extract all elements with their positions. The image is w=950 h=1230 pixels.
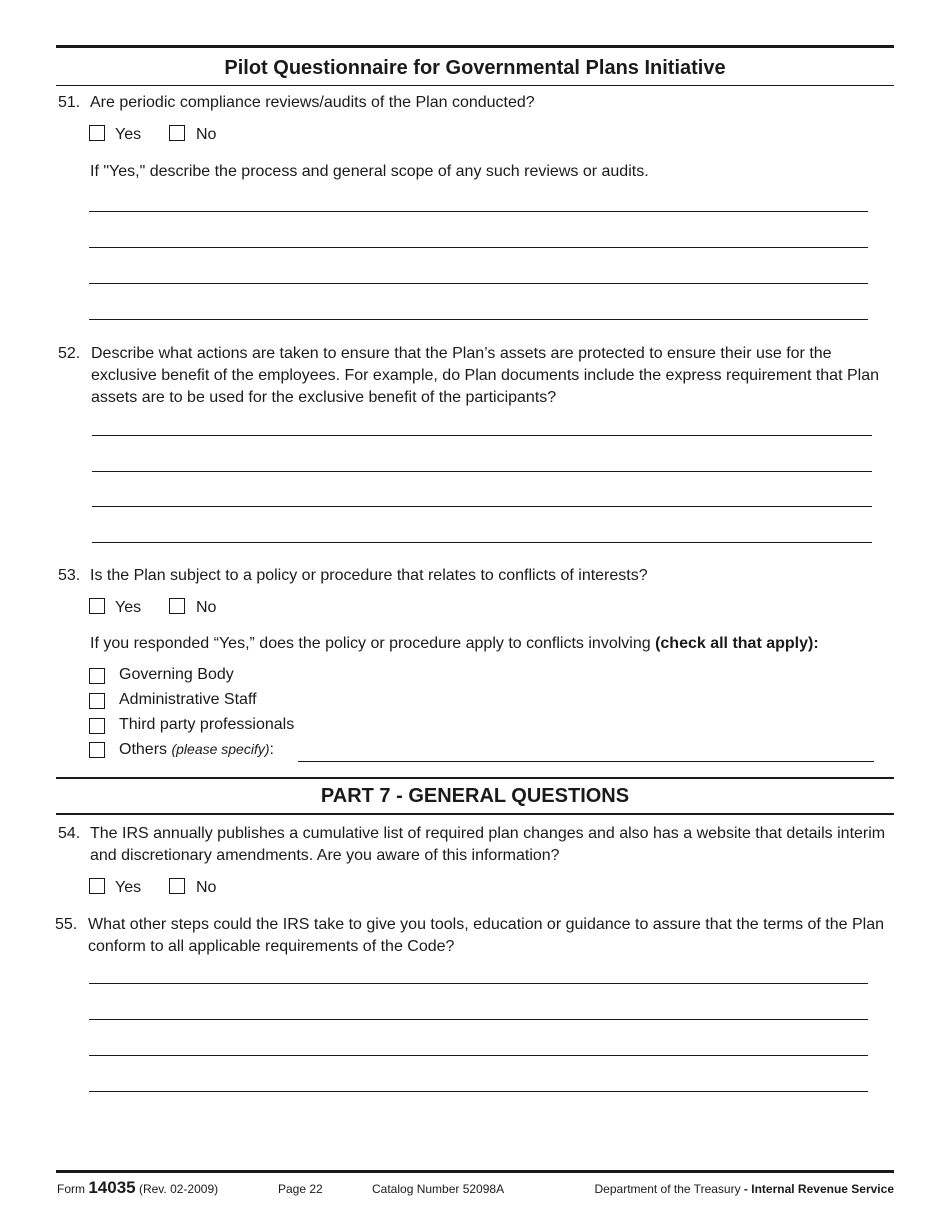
- q51-number: 51.: [58, 94, 81, 111]
- q51-followup: If "Yes," describe the process and general scope of any such reviews or audits.: [90, 163, 649, 180]
- form-number: 14035: [88, 1178, 136, 1197]
- q54-number: 54.: [58, 825, 81, 842]
- q51-answer-line[interactable]: [89, 319, 868, 320]
- q54-yes-label: Yes: [115, 879, 142, 896]
- q53-others-text: Others: [119, 741, 168, 758]
- q51-yes-label: Yes: [115, 126, 142, 143]
- q53-others-colon: :: [269, 741, 274, 758]
- q54-no-label: No: [196, 879, 217, 896]
- q53-option-label: Third party professionals: [119, 716, 295, 733]
- q55-answer-line[interactable]: [89, 983, 868, 984]
- q53-followup-bold: (check all that apply):: [655, 635, 819, 652]
- department: Department of the Treasury: [594, 1182, 741, 1196]
- q52-answer-line[interactable]: [92, 435, 872, 436]
- q54-no-checkbox[interactable]: [169, 878, 185, 894]
- agency: [595, 1182, 894, 1196]
- q53-others-note: (please specify): [171, 741, 270, 757]
- form-revision: (Rev. 02-2009): [138, 1182, 219, 1196]
- q53-option-checkbox-governing-body[interactable]: [89, 668, 105, 684]
- q55-number: 55.: [55, 916, 78, 933]
- q51-text: Are periodic compliance reviews/audits of the Plan conducted?: [90, 94, 535, 111]
- q53-others-label: [119, 738, 274, 761]
- q52-answer-line[interactable]: [92, 471, 872, 472]
- q53-others-specify-line[interactable]: [298, 761, 874, 762]
- q53-followup: [90, 633, 819, 655]
- q51-yes-checkbox[interactable]: [89, 125, 105, 141]
- q53-no-label: No: [196, 599, 217, 616]
- q51-answer-line[interactable]: [89, 211, 868, 212]
- q54-yes-checkbox[interactable]: [89, 878, 105, 894]
- q53-option-label: Administrative Staff: [119, 691, 257, 708]
- q53-number: 53.: [58, 567, 81, 584]
- q55-answer-line[interactable]: [89, 1091, 868, 1092]
- q51-no-label: No: [196, 126, 217, 143]
- part7-title: PART 7 - GENERAL QUESTIONS: [320, 785, 630, 807]
- q52-number: 52.: [58, 345, 81, 362]
- q55-text: What other steps could the IRS take to give you tools, education or guidance to assure that the terms of the Plan conform to all applicable requirements of the Code?: [88, 916, 885, 955]
- q52-answer-line[interactable]: [92, 542, 872, 543]
- q52-text: Describe what actions are taken to ensure that the Plan’s assets are protected to ensure their use for the exclusive benefit of the employees. For example, do Plan documents include the express requirement that Plan assets are to be used for the exclusive benefit of the participants?: [91, 345, 879, 406]
- page-number: Page 22: [278, 1182, 323, 1196]
- q53-option-checkbox-others[interactable]: [89, 742, 105, 758]
- page-title: Pilot Questionnaire for Governmental Plans Initiative: [224, 57, 726, 79]
- q53-yes-checkbox[interactable]: [89, 598, 105, 614]
- q53-no-checkbox[interactable]: [169, 598, 185, 614]
- top-rule: [56, 45, 894, 48]
- footer-rule: [56, 1170, 894, 1173]
- q53-text: Is the Plan subject to a policy or procedure that relates to conflicts of interests?: [90, 567, 648, 584]
- q53-yes-label: Yes: [115, 599, 142, 616]
- q51-no-checkbox[interactable]: [169, 125, 185, 141]
- catalog-number: Catalog Number 52098A: [372, 1182, 505, 1196]
- part7-bottom-rule: [56, 813, 894, 815]
- q53-option-checkbox-third-party[interactable]: [89, 718, 105, 734]
- form-id: [57, 1178, 218, 1199]
- agency-name: - Internal Revenue Service: [740, 1182, 894, 1196]
- form-label: Form: [57, 1182, 85, 1196]
- q53-option-label: Governing Body: [119, 666, 234, 683]
- q51-answer-line[interactable]: [89, 283, 868, 284]
- q55-answer-line[interactable]: [89, 1055, 868, 1056]
- title-underline: [56, 85, 894, 86]
- q53-followup-text: If you responded “Yes,” does the policy or procedure apply to conflicts involving: [90, 635, 656, 652]
- q55-answer-line[interactable]: [89, 1019, 868, 1020]
- q51-answer-line[interactable]: [89, 247, 868, 248]
- q52-answer-line[interactable]: [92, 506, 872, 507]
- q53-option-checkbox-administrative-staff[interactable]: [89, 693, 105, 709]
- part7-top-rule: [56, 777, 894, 779]
- q54-text: The IRS annually publishes a cumulative list of required plan changes and also has a website that details interim and discretionary amendments. Are you aware of this information?: [90, 825, 886, 864]
